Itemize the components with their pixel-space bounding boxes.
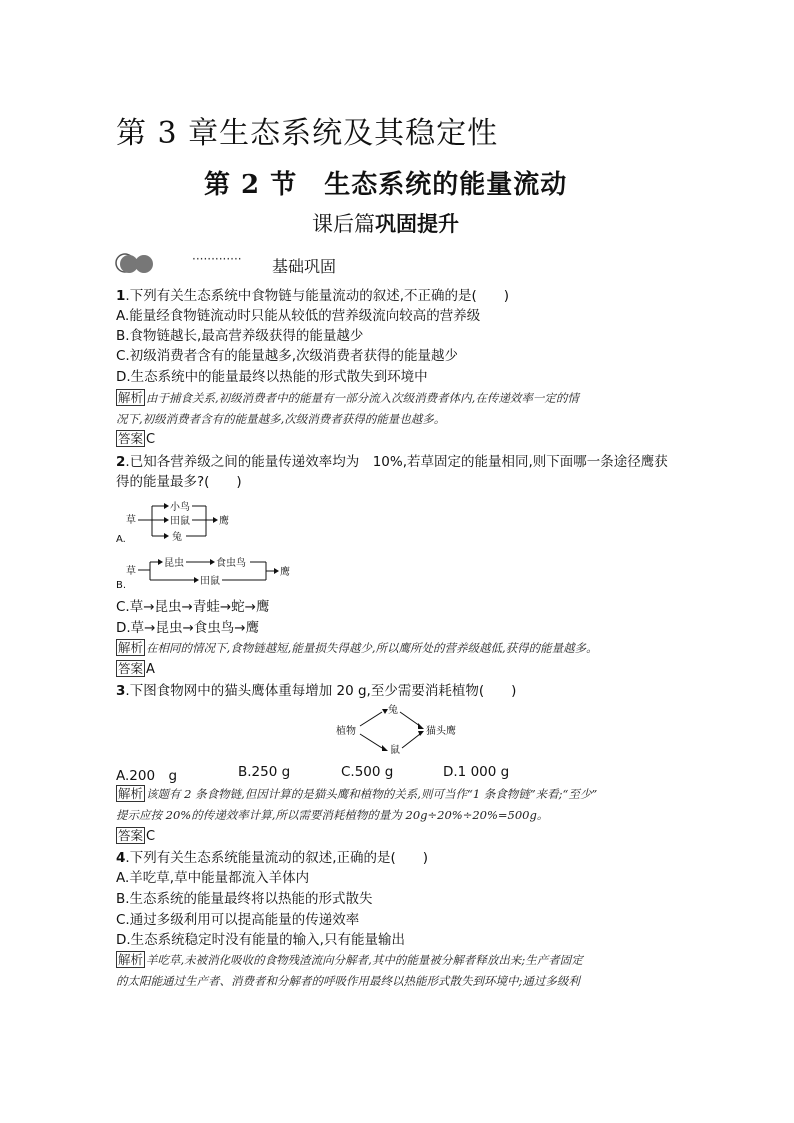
q4-option-d: D.生态系统稳定时没有能量的输入,只有能量输出	[116, 932, 405, 948]
q3-food-web-diagram	[334, 700, 474, 756]
q3-option-c: C.500 g	[341, 764, 394, 780]
node-plant: 植物	[336, 726, 356, 737]
q3-stem	[116, 681, 516, 701]
q2-option-c: C.草→昆虫→青蛙→蛇→鹰	[116, 599, 270, 615]
q4-jiexi-line-1	[116, 950, 583, 971]
chapter-title: 第 3 章生态系统及其稳定性	[116, 116, 499, 151]
q1-option-b: B.食物链越长,最高营养级获得的能量越少	[116, 328, 364, 344]
answer-tag: 答案	[118, 431, 144, 446]
node-field-mouse: 田鼠	[200, 576, 220, 587]
q2-answer-value: A	[146, 662, 155, 677]
q1-jiexi-text-1: 由于捕食关系,初级消费者中的能量有一部分流入次级消费者体内,在传递效率一定的情	[146, 391, 579, 405]
q3-option-d: D.1 000 g	[443, 764, 510, 780]
q1-jiexi-line-2: 况下,初级消费者含有的能量越多,次级消费者获得的能量也越多。	[116, 412, 446, 426]
q3-answer-value: C	[146, 829, 156, 844]
node-eagle: 鹰	[219, 516, 229, 527]
q2-answer	[116, 660, 155, 679]
diagram-b-label: B.	[116, 580, 127, 591]
sub-title-bold: 巩固提升	[375, 212, 459, 236]
q2-stem-line-1	[116, 452, 668, 472]
jiexi-tag: 解析	[118, 390, 144, 405]
banner-label: 基础巩固	[272, 257, 337, 276]
node-small-bird: 小鸟	[170, 502, 190, 513]
q1-option-a: A.能量经食物链流动时只能从较低的营养级流向较高的营养级	[116, 308, 481, 324]
sub-title-normal: 课后篇	[312, 212, 375, 236]
node-insect: 昆虫	[164, 558, 184, 569]
q4-option-b: B.生态系统的能量最终将以热能的形式散失	[116, 891, 373, 907]
q3-option-b: B.250 g	[238, 764, 291, 780]
banner-dots: ·············	[192, 252, 242, 266]
diagram-a-label: A.	[116, 534, 126, 545]
q2-diagram-a	[114, 496, 264, 546]
q2-option-d: D.草→昆虫→食虫鸟→鹰	[116, 620, 260, 636]
q2-jiexi-line-1	[116, 638, 598, 659]
q2-diagram-b	[114, 552, 304, 592]
q3-jiexi-line-2: 提示应按 20%的传递效率计算,所以需要消耗植物的量为 20g÷20%÷20%=500g。	[116, 808, 549, 822]
node-owl: 猫头鹰	[426, 726, 456, 737]
answer-tag: 答案	[118, 828, 144, 843]
double-circle-icon	[114, 252, 158, 274]
node-grass: 草	[126, 566, 136, 577]
jiexi-tag: 解析	[118, 640, 144, 655]
node-eagle: 鹰	[280, 567, 290, 578]
q4-stem-text: .下列有关生态系统能量流动的叙述,正确的是( )	[125, 850, 429, 866]
jiexi-tag: 解析	[118, 786, 144, 801]
jiexi-tag: 解析	[118, 952, 144, 967]
q3-jiexi-line-1	[116, 784, 597, 805]
q3-option-a: A.200 g	[116, 768, 178, 784]
q3-stem-text: .下图食物网中的猫头鹰体重每增加 20 g,至少需要消耗植物( )	[125, 683, 517, 699]
node-grass: 草	[126, 515, 136, 526]
q1-option-c: C.初级消费者含有的能量越多,次级消费者获得的能量越少	[116, 348, 459, 364]
q1-stem-text: .下列有关生态系统中食物链与能量流动的叙述,不正确的是( )	[125, 288, 510, 304]
q1-stem	[116, 286, 509, 306]
q4-number: 4	[116, 850, 126, 866]
sub-title	[312, 208, 459, 238]
section-title: 第 2 节 生态系统的能量流动	[204, 170, 568, 200]
q1-number: 1	[116, 288, 126, 304]
node-rabbit: 兔	[172, 532, 182, 543]
q1-jiexi-line-1	[116, 388, 579, 409]
section-banner	[114, 250, 414, 276]
q2-jiexi-text-1: 在相同的情况下,食物链越短,能量损失得越少,所以鹰所处的营养级越低,获得的能量越多。	[146, 641, 598, 655]
q1-option-d: D.生态系统中的能量最终以热能的形式散失到环境中	[116, 369, 428, 385]
q1-answer	[116, 430, 155, 449]
node-rabbit: 兔	[388, 705, 398, 716]
q4-stem	[116, 848, 428, 868]
node-mouse: 鼠	[390, 745, 400, 756]
node-insectivorous-bird: 食虫鸟	[216, 558, 246, 569]
q4-jiexi-text-1: 羊吃草,未被消化吸收的食物残渣流向分解者,其中的能量被分解者释放出来;生产者固定	[146, 953, 583, 967]
q2-number: 2	[116, 454, 126, 470]
q2-stem-line-2: 得的能量最多?( )	[116, 474, 242, 490]
q3-answer	[116, 827, 155, 846]
node-field-mouse: 田鼠	[170, 516, 190, 527]
q3-jiexi-text-1: 该题有 2 条食物链,但因计算的是猫头鹰和植物的关系,则可当作“1 条食物链”来看;“至少”	[146, 787, 598, 801]
q3-number: 3	[116, 683, 126, 699]
q4-jiexi-line-2: 的太阳能通过生产者、消费者和分解者的呼吸作用最终以热能形式散失到环境中;通过多级利	[116, 974, 580, 988]
q1-answer-value: C	[146, 432, 156, 447]
q4-option-c: C.通过多级利用可以提高能量的传递效率	[116, 912, 360, 928]
answer-tag: 答案	[118, 661, 144, 676]
q4-option-a: A.羊吃草,草中能量都流入羊体内	[116, 870, 310, 886]
q2-stem-text-1: .已知各营养级之间的能量传递效率均为 10%,若草固定的能量相同,则下面哪一条途径鹰获	[125, 454, 668, 470]
